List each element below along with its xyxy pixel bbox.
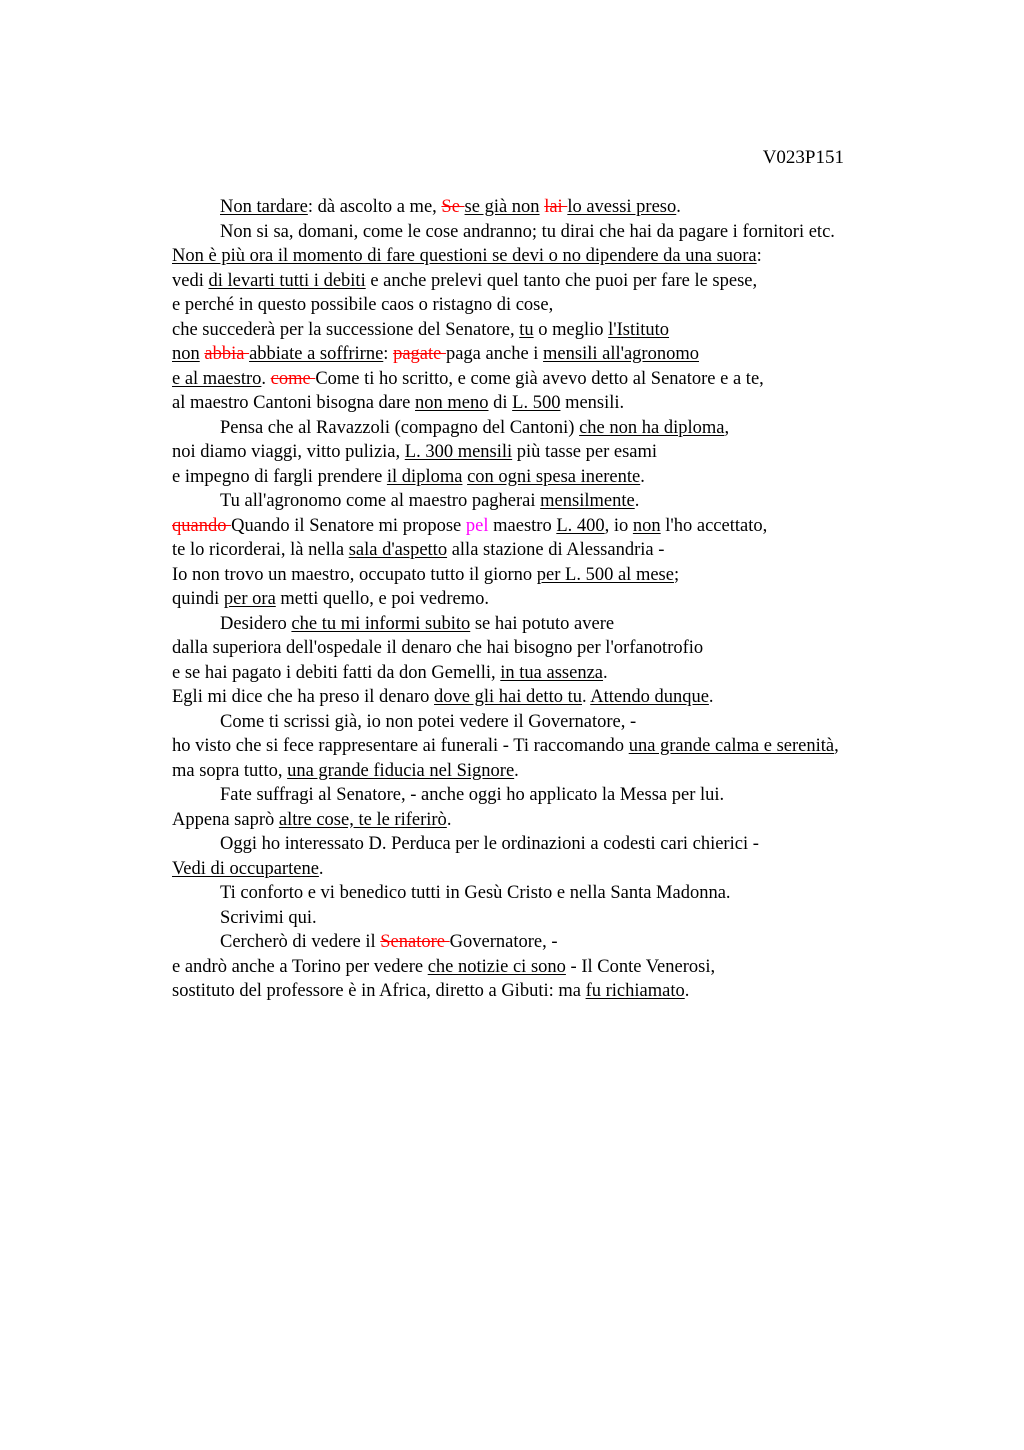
text-line (172, 661, 892, 686)
text-segment: Pensa che al Ravazzoli (compagno del Cantoni) (220, 417, 580, 438)
underlined-text: Attendo dunque (590, 687, 709, 707)
text-line (172, 979, 892, 1004)
text-segment: e perché in questo possibile caos o ristagno di cose, (172, 295, 554, 315)
text-line (172, 293, 892, 318)
text-line (172, 734, 892, 759)
text-segment: - Il Conte Venerosi, (565, 956, 716, 977)
letter-body (172, 195, 892, 1004)
deleted-text: lai (544, 197, 568, 217)
text-line (172, 930, 892, 955)
page-identifier: V023P151 (762, 147, 844, 168)
text-segment: , io (604, 515, 633, 536)
text-line (172, 783, 892, 808)
text-segment: . (446, 809, 452, 830)
text-segment: , (724, 417, 730, 438)
underlined-text: fu richiamato (585, 981, 685, 1001)
text-segment: alla stazione di Alessandria - (447, 540, 665, 560)
text-line (172, 587, 892, 612)
text-line (172, 636, 892, 661)
text-segment: e se hai pagato i debiti fatti da don Gemelli, (172, 662, 501, 683)
underlined-text: L. 500 (512, 393, 561, 413)
underlined-text: in tua assenza (500, 662, 604, 683)
text-segment: Egli mi dice che ha preso il denaro (172, 687, 434, 707)
text-segment: : (383, 344, 394, 364)
text-segment: l'ho accettato, (660, 515, 768, 536)
underlined-text: se già non (464, 197, 540, 217)
text-segment: Governatore, - (449, 932, 558, 952)
text-segment: Non si sa, domani, come le cose andranno; tu dirai che hai da pagare i fornitori etc. (220, 221, 835, 242)
deleted-text: abbia (204, 344, 250, 364)
deleted-text: quando (172, 515, 232, 536)
text-line (172, 440, 892, 465)
text-line (172, 612, 892, 637)
text-segment: . (640, 466, 645, 487)
text-line (172, 416, 892, 441)
underlined-text: mensilmente (540, 491, 635, 511)
underlined-text: di levarti tutti i debiti (208, 270, 366, 291)
text-segment: paga anche i (445, 344, 544, 364)
text-segment: Cercherò di vedere il (220, 932, 381, 952)
text-segment: Ti conforto e vi benedico tutti in Gesù Cristo e nella Santa Madonna. (220, 883, 731, 903)
underlined-text: abbiate a soffrirne (249, 344, 384, 364)
text-segment: . (708, 687, 714, 707)
underlined-text: dove gli hai detto tu (434, 687, 582, 707)
underlined-text: non (632, 515, 661, 536)
underlined-text: non (172, 344, 200, 364)
text-segment: al maestro Cantoni bisogna dare (172, 393, 416, 413)
text-line (172, 710, 892, 735)
text-line (172, 367, 892, 392)
underlined-text: una grande fiducia nel Signore (287, 760, 515, 781)
text-line (172, 269, 892, 294)
text-segment: : (756, 246, 762, 266)
underlined-text: per L. 500 al mese (536, 564, 674, 585)
underlined-text: non meno (415, 393, 489, 413)
text-line (172, 220, 892, 245)
underlined-text: che tu mi informi subito (291, 613, 471, 634)
text-segment: maestro (488, 515, 557, 536)
text-line (172, 318, 892, 343)
text-segment: se hai potuto avere (470, 613, 615, 634)
text-line (172, 391, 892, 416)
text-segment: . (261, 368, 271, 389)
text-segment: . (514, 760, 519, 781)
text-line (172, 808, 892, 833)
underlined-text: una grande calma e serenità (628, 736, 835, 756)
text-segment: Scrivimi qui. (220, 907, 317, 928)
text-segment: più tasse per esami (512, 442, 658, 462)
text-segment: . (684, 981, 690, 1001)
text-segment: Come ti ho scritto, e come già avevo detto al Senatore e a te, (315, 368, 764, 389)
text-segment: Desidero (220, 613, 292, 634)
text-segment: dalla superiora dell'ospedale il denaro che hai bisogno per l'orfanotrofio (172, 638, 704, 658)
text-segment: . (318, 858, 324, 879)
underlined-text: Vedi di occupartene (172, 858, 319, 879)
text-segment: sostituto del professore è in Africa, diretto a Gibuti: ma (172, 981, 586, 1001)
text-line (172, 685, 892, 710)
text-segment: Oggi ho interessato D. Perduca per le ordinazioni a codesti cari chierici - (220, 834, 759, 854)
underlined-text: e al maestro (172, 368, 262, 389)
text-segment: Quando il Senatore mi propose (231, 515, 466, 536)
underlined-text: sala d'aspetto (348, 540, 448, 560)
underlined-text: Non tardare (220, 197, 308, 217)
text-line (172, 759, 892, 784)
text-segment: noi diamo viaggi, vitto pulizia, (172, 442, 405, 462)
text-line (172, 465, 892, 490)
text-segment: Tu all'agronomo come al maestro pagherai (220, 491, 541, 511)
text-line (172, 857, 892, 882)
text-segment: te lo ricorderai, là nella (172, 540, 349, 560)
text-segment: e impegno di fargli prendere (172, 466, 387, 487)
deleted-text: Senatore (380, 932, 450, 952)
text-line (172, 563, 892, 588)
underlined-text: lo avessi preso (567, 197, 677, 217)
text-segment: metti quello, e poi vedremo. (275, 589, 489, 609)
text-segment: Come ti scrissi già, io non potei vedere il Governatore, - (220, 711, 637, 732)
text-segment: ho visto che si fece rappresentare ai funerali - Ti raccomando (172, 736, 629, 756)
underlined-text: altre cose, te le riferirò (278, 809, 447, 830)
text-segment: Io non trovo un maestro, occupato tutto il giorno (172, 564, 537, 585)
text-segment: . (676, 197, 681, 217)
text-line (172, 538, 892, 563)
text-line (172, 489, 892, 514)
text-line (172, 832, 892, 857)
deleted-text: pagate (393, 344, 446, 364)
text-segment: , (834, 736, 839, 756)
text-segment: e andrò anche a Torino per vedere (172, 956, 428, 977)
text-segment: . (581, 687, 591, 707)
text-segment: ; (673, 564, 680, 585)
underlined-text: con ogni spesa inerente (467, 466, 641, 487)
underlined-text: che notizie ci sono (427, 956, 566, 977)
underlined-text: mensili all'agronomo (543, 344, 699, 364)
text-line (172, 881, 892, 906)
text-segment: che succederà per la successione del Senatore, (172, 319, 520, 340)
text-line (172, 514, 892, 539)
text-segment: vedi (172, 270, 209, 291)
text-segment: . (634, 491, 640, 511)
text-line (172, 195, 892, 220)
underlined-text: L. 400 (556, 515, 605, 536)
text-segment: o meglio (533, 319, 609, 340)
text-segment: . (603, 662, 608, 683)
text-segment: Fate suffragi al Senatore, - anche oggi ho applicato la Messa per lui. (220, 785, 725, 805)
underlined-text: L. 300 mensili (404, 442, 513, 462)
text-segment: e anche prelevi quel tanto che puoi per fare le spese, (365, 270, 758, 291)
text-line (172, 955, 892, 980)
deleted-text: come (270, 368, 316, 389)
text-line (172, 342, 892, 367)
underlined-text: l'Istituto (608, 319, 670, 340)
underlined-text: il diploma (386, 466, 463, 487)
underlined-text: Non è più ora il momento di fare questioni se devi o no dipendere da una suora (172, 246, 757, 266)
text-line (172, 244, 892, 269)
inserted-text: pel (465, 515, 489, 536)
underlined-text: tu (519, 319, 534, 340)
underlined-text: per ora (223, 589, 276, 609)
text-segment: quindi (172, 589, 224, 609)
text-segment: : dà ascolto a me, (307, 197, 442, 217)
underlined-text: che non ha diploma (579, 417, 725, 438)
text-line (172, 906, 892, 931)
text-segment: mensili. (560, 393, 625, 413)
text-segment: Appena saprò (172, 809, 279, 830)
deleted-text: Se (441, 197, 465, 217)
text-segment: ma sopra tutto, (172, 760, 288, 781)
text-segment: di (488, 393, 513, 413)
